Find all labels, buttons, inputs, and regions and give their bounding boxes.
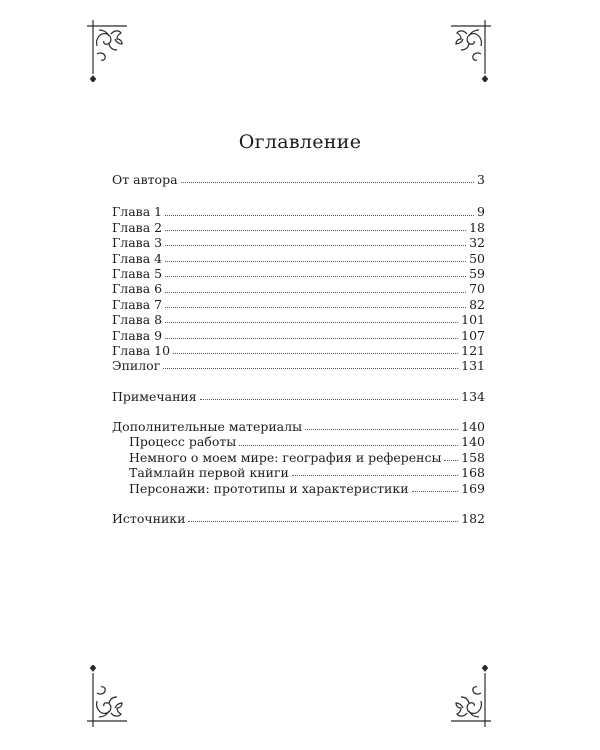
corner-ornament-icon <box>85 18 129 82</box>
dot-leader <box>444 460 458 461</box>
corner-ornament-icon <box>85 665 129 729</box>
toc-entry-page: 101 <box>461 312 485 328</box>
toc-entry-label: Примечания <box>112 388 197 404</box>
toc-entry-label: Процесс работы <box>129 434 237 450</box>
toc-entry-author-note[interactable] <box>112 172 485 187</box>
dot-leader <box>165 276 466 277</box>
toc-entry-chapter-9[interactable] <box>112 328 485 343</box>
corner-ornament-icon <box>449 18 493 82</box>
dot-leader <box>165 322 458 323</box>
dot-leader <box>292 475 458 476</box>
toc-entry-page: 3 <box>477 172 485 187</box>
dot-leader <box>163 368 458 369</box>
toc-entry-chapter-7[interactable] <box>112 297 485 312</box>
dot-leader <box>165 230 466 231</box>
dot-leader <box>165 338 458 339</box>
toc-entry-label: Глава 6 <box>112 281 163 297</box>
toc-entry-label: Глава 9 <box>112 327 163 343</box>
dot-leader <box>412 491 459 492</box>
toc-entry-page: 168 <box>461 465 485 481</box>
toc-subentry-world-geography[interactable] <box>112 450 485 465</box>
page-title: Оглавление <box>238 131 362 153</box>
toc-entry-page: 158 <box>461 449 485 465</box>
toc-entry-label: Глава 4 <box>112 250 163 266</box>
toc-entry-page: 59 <box>469 265 485 281</box>
dot-leader <box>165 245 466 246</box>
toc-entry-label: Дополнительные материалы <box>112 419 303 435</box>
toc-entry-chapter-8[interactable] <box>112 312 485 327</box>
toc-entry-label: Персонажи: прототипы и характеристики <box>129 480 409 496</box>
toc-entry-chapter-2[interactable] <box>112 220 485 235</box>
toc-entry-chapter-5[interactable] <box>112 266 485 281</box>
toc-entry-label: Глава 8 <box>112 312 163 328</box>
dot-leader <box>165 292 466 293</box>
toc-entry-chapter-4[interactable] <box>112 251 485 266</box>
toc-entry-page: 50 <box>469 250 485 266</box>
toc-entry-chapter-6[interactable] <box>112 281 485 296</box>
toc-entry-page: 32 <box>469 235 485 251</box>
toc-entry-page: 70 <box>469 281 485 297</box>
dot-leader <box>165 307 466 308</box>
toc-entry-chapter-10[interactable] <box>112 343 485 358</box>
toc-entry-label: От автора <box>112 172 178 187</box>
toc-entry-page: 140 <box>461 419 485 435</box>
dot-leader <box>188 521 458 522</box>
toc-entry-label: Глава 1 <box>112 204 163 220</box>
table-of-contents <box>112 172 485 526</box>
dot-leader <box>165 261 466 262</box>
toc-entry-page: 121 <box>461 342 485 358</box>
toc-subentry-work-process[interactable] <box>112 434 485 449</box>
toc-entry-label: Глава 3 <box>112 235 163 251</box>
toc-entry-page: 169 <box>461 480 485 496</box>
toc-entry-label: Глава 5 <box>112 265 163 281</box>
dot-leader <box>305 429 458 430</box>
toc-entry-notes[interactable] <box>112 389 485 404</box>
toc-entry-chapter-3[interactable] <box>112 235 485 250</box>
toc-entry-page: 9 <box>477 204 485 220</box>
dot-leader <box>173 353 458 354</box>
dot-leader <box>181 182 475 183</box>
toc-entry-chapter-1[interactable] <box>112 204 485 219</box>
toc-entry-page: 82 <box>469 296 485 312</box>
toc-entry-label: Глава 7 <box>112 296 163 312</box>
toc-entry-page: 182 <box>461 511 485 527</box>
toc-entry-label: Источники <box>112 511 186 527</box>
toc-entry-label: Глава 2 <box>112 219 163 235</box>
toc-subentry-timeline[interactable] <box>112 465 485 480</box>
toc-entry-page: 140 <box>461 434 485 450</box>
dot-leader <box>239 445 458 446</box>
toc-entry-page: 107 <box>461 327 485 343</box>
toc-entry-page: 131 <box>461 358 485 374</box>
toc-entry-label: Эпилог <box>112 358 161 374</box>
toc-entry-label: Немного о моем мире: география и референсы <box>129 449 442 465</box>
dot-leader <box>200 399 459 400</box>
toc-entry-extra-materials[interactable] <box>112 419 485 434</box>
toc-subentry-characters[interactable] <box>112 481 485 496</box>
toc-entry-page: 18 <box>469 219 485 235</box>
toc-entry-sources[interactable] <box>112 511 485 526</box>
toc-entry-label: Таймлайн первой книги <box>129 465 289 481</box>
toc-entry-epilogue[interactable] <box>112 358 485 373</box>
toc-entry-page: 134 <box>461 388 485 404</box>
dot-leader <box>165 215 474 216</box>
corner-ornament-icon <box>449 665 493 729</box>
toc-entry-label: Глава 10 <box>112 342 171 358</box>
